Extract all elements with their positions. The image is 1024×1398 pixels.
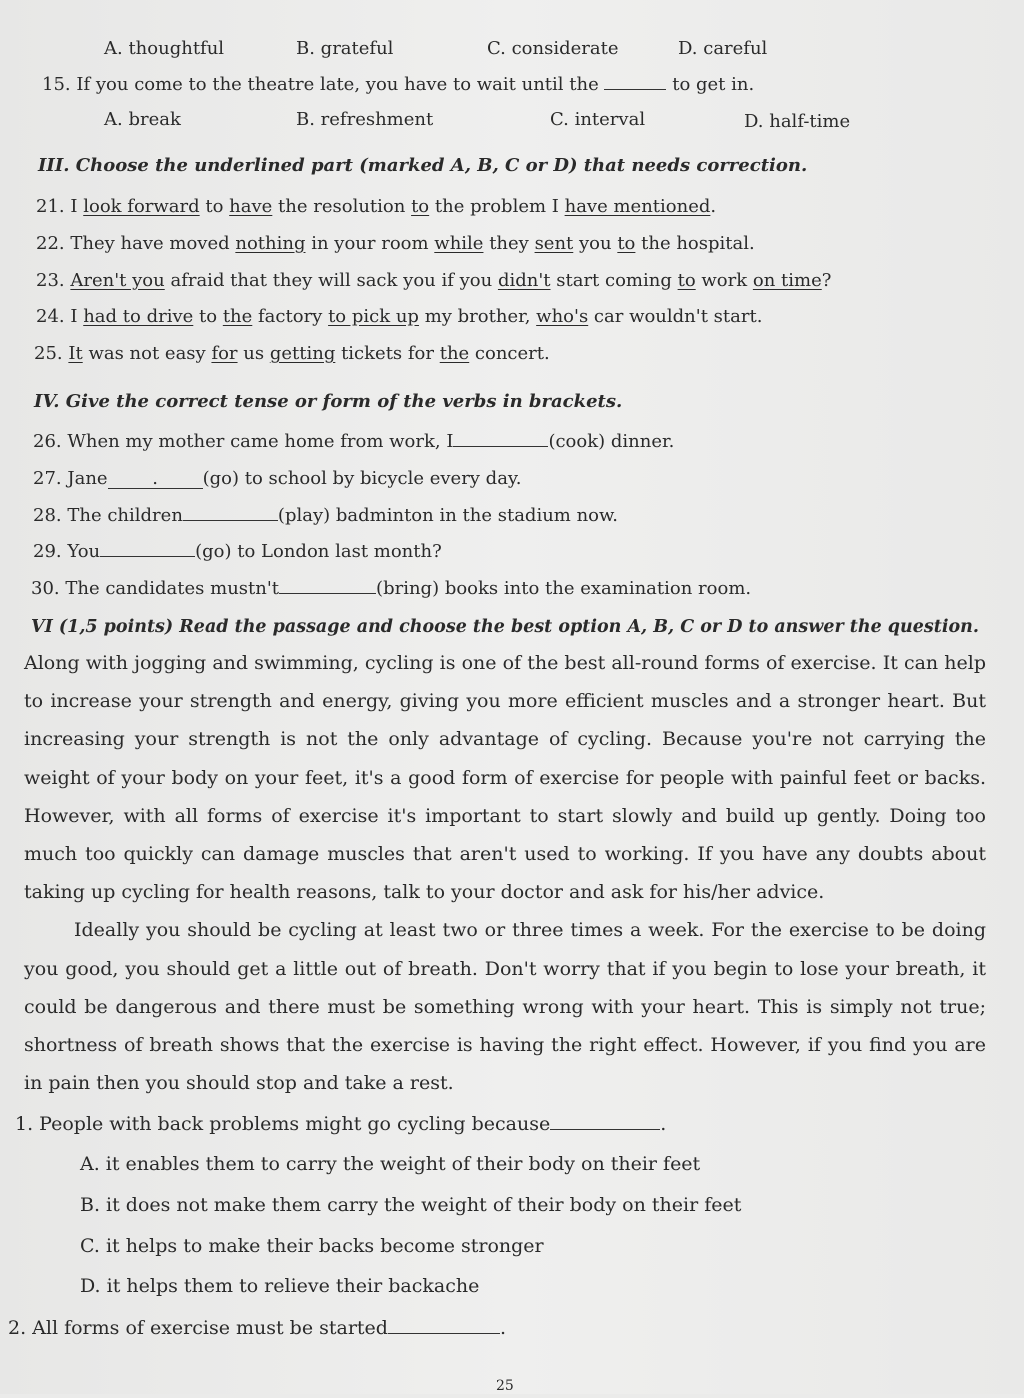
- question-28: [33, 504, 618, 528]
- q14-option-d: D. careful: [678, 38, 768, 59]
- verb-hint: (go) to school by bicycle every day.: [202, 468, 522, 489]
- underlined-part-b: have: [229, 196, 273, 217]
- question-23: [36, 269, 831, 293]
- reading-question-2: [8, 1316, 506, 1340]
- text: the hospital.: [635, 233, 755, 254]
- rq1-option-a: A. it enables them to carry the weight of their body on their feet: [80, 1153, 701, 1175]
- underlined-part-b: didn't: [497, 270, 551, 291]
- question-number: 30.: [31, 578, 60, 599]
- underlined-part-a: nothing: [235, 233, 306, 254]
- question-text: The candidates mustn't: [65, 578, 280, 599]
- underlined-part-d: who's: [536, 306, 589, 327]
- answer-blank: [604, 73, 666, 90]
- answer-blank: [388, 1317, 500, 1334]
- question-number: 28.: [33, 505, 62, 526]
- text: afraid that they will sack you if you: [164, 270, 498, 291]
- question-number: 27.: [33, 468, 62, 489]
- underlined-part-c: to pick up: [328, 306, 419, 327]
- q15-option-a: A. break: [104, 109, 181, 130]
- question-24: [36, 305, 762, 329]
- text: us: [237, 343, 270, 364]
- underlined-part-b: for: [211, 343, 238, 364]
- underlined-part-b: while: [434, 233, 484, 254]
- rq1-option-d: D. it helps them to relieve their backache: [80, 1275, 480, 1297]
- underlined-part-d: to: [617, 233, 636, 254]
- text: concert.: [469, 343, 550, 364]
- text: you: [573, 233, 618, 254]
- q15-option-b: B. refreshment: [296, 109, 434, 130]
- underlined-part-a: It: [68, 343, 83, 364]
- question-21: [36, 195, 716, 219]
- answer-blank: [108, 468, 203, 489]
- answer-blank: [100, 540, 195, 557]
- answer-blank: [453, 430, 548, 447]
- text: they: [483, 233, 535, 254]
- question-number: 15.: [42, 74, 71, 95]
- answer-blank: [183, 504, 278, 521]
- question-number: 25.: [34, 343, 63, 364]
- text: in your room: [305, 233, 435, 254]
- question-number: 26.: [33, 431, 62, 452]
- answer-blank: [279, 577, 376, 594]
- text: work: [695, 270, 753, 291]
- question-text: 2. All forms of exercise must be started: [8, 1317, 388, 1339]
- underlined-part-d: on time: [752, 270, 822, 291]
- question-text: The children: [67, 505, 183, 526]
- question-25: [34, 342, 550, 366]
- question-text: When my mother came home from work, I: [67, 431, 454, 452]
- text: car wouldn't start.: [588, 306, 763, 327]
- question-22: [36, 232, 755, 256]
- rq1-option-b: B. it does not make them carry the weight of their body on their feet: [80, 1194, 742, 1216]
- question-number: 23.: [36, 270, 65, 291]
- underlined-part-d: have mentioned: [564, 196, 711, 217]
- verb-hint: (play) badminton in the stadium now.: [277, 505, 619, 526]
- section-4-heading: IV. Give the correct tense or form of the verbs in brackets.: [34, 391, 623, 412]
- rq1-option-c: C. it helps to make their backs become stronger: [80, 1235, 544, 1257]
- text: my brother,: [418, 306, 537, 327]
- question-15: [42, 73, 754, 97]
- question-text: If you come to the theatre late, you have to wait until the: [76, 74, 599, 95]
- verb-hint: (go) to London last month?: [195, 541, 442, 562]
- text: the problem I: [429, 196, 565, 217]
- text: ?: [821, 270, 832, 291]
- question-number: 21.: [36, 196, 65, 217]
- text: .: [660, 1113, 667, 1135]
- underlined-part-a: look forward: [83, 196, 200, 217]
- underlined-part-a: Aren't you: [70, 270, 165, 291]
- underlined-part-b: the: [222, 306, 253, 327]
- question-text: Jane: [67, 468, 108, 489]
- section-3-heading: III. Choose the underlined part (marked A, B, C or D) that needs correction.: [38, 155, 808, 176]
- page-number: 25: [496, 1378, 514, 1394]
- question-27: [33, 467, 521, 491]
- q15-option-d: D. half-time: [744, 111, 851, 132]
- passage-paragraph-2: Ideally you should be cycling at least two or three times a week. For the exercise to be doing you good, you should get a little out of breath. Don't worry that if you begin to lose your breath, it could be dangerous and there must be something wrong with your heart. This is simply not true; shortness of breath shows that the exercise is having the right effect. However, if you find you are in pain then you should stop and take a rest.: [24, 919, 986, 1095]
- text: I: [70, 306, 84, 327]
- text: the resolution: [272, 196, 412, 217]
- text: .: [499, 1317, 507, 1339]
- q14-option-c: C. considerate: [487, 38, 619, 59]
- answer-blank: [550, 1113, 660, 1130]
- passage-paragraph-1: Along with jogging and swimming, cycling is one of the best all-round forms of exercise. It can help to increase your strength and energy, giving you more efficient muscles and a stronger heart. But increasing your strength is not the only advantage of cycling. Because you're not carrying the weight of your body on your feet, it's a good form of exercise for people with painful feet or backs. However, with all forms of exercise it's important to start slowly and build up gently. Doing too much too quickly can damage muscles that aren't used to working. If you have any doubts about taking up cycling for health reasons, talk to your doctor and ask for his/her advice.: [24, 652, 986, 904]
- underlined-part-d: the: [439, 343, 470, 364]
- question-text-end: to get in.: [672, 74, 755, 95]
- underlined-part-c: to: [677, 270, 696, 291]
- q14-option-b: B. grateful: [296, 38, 394, 59]
- question-number: 24.: [36, 306, 65, 327]
- question-26: [33, 430, 674, 454]
- verb-hint: (bring) books into the examination room.: [376, 578, 752, 599]
- text: was not easy: [82, 343, 212, 364]
- underlined-part-c: getting: [269, 343, 336, 364]
- question-29: [33, 540, 442, 564]
- text: start coming: [550, 270, 678, 291]
- reading-question-1: [15, 1112, 666, 1136]
- text: factory: [252, 306, 329, 327]
- question-number: 22.: [36, 233, 65, 254]
- question-30: [31, 577, 751, 601]
- text: I: [70, 196, 84, 217]
- text: to: [193, 306, 223, 327]
- question-text: You: [67, 541, 101, 562]
- section-6-heading: VI (1,5 points) Read the passage and choose the best option A, B, C or D to answer the question.: [31, 617, 979, 637]
- text: .: [710, 196, 717, 217]
- text: to: [199, 196, 230, 217]
- text: tickets for: [335, 343, 440, 364]
- question-number: 29.: [33, 541, 62, 562]
- underlined-part-c: to: [411, 196, 430, 217]
- question-text: 1. People with back problems might go cycling because: [15, 1113, 551, 1135]
- text: They have moved: [70, 233, 236, 254]
- underlined-part-a: had to drive: [83, 306, 194, 327]
- verb-hint: (cook) dinner.: [548, 431, 675, 452]
- underlined-part-c: sent: [534, 233, 574, 254]
- reading-passage: [24, 644, 986, 1102]
- q15-option-c: C. interval: [550, 109, 646, 130]
- stray-mark: .: [152, 468, 158, 489]
- q14-option-a: A. thoughtful: [104, 38, 225, 59]
